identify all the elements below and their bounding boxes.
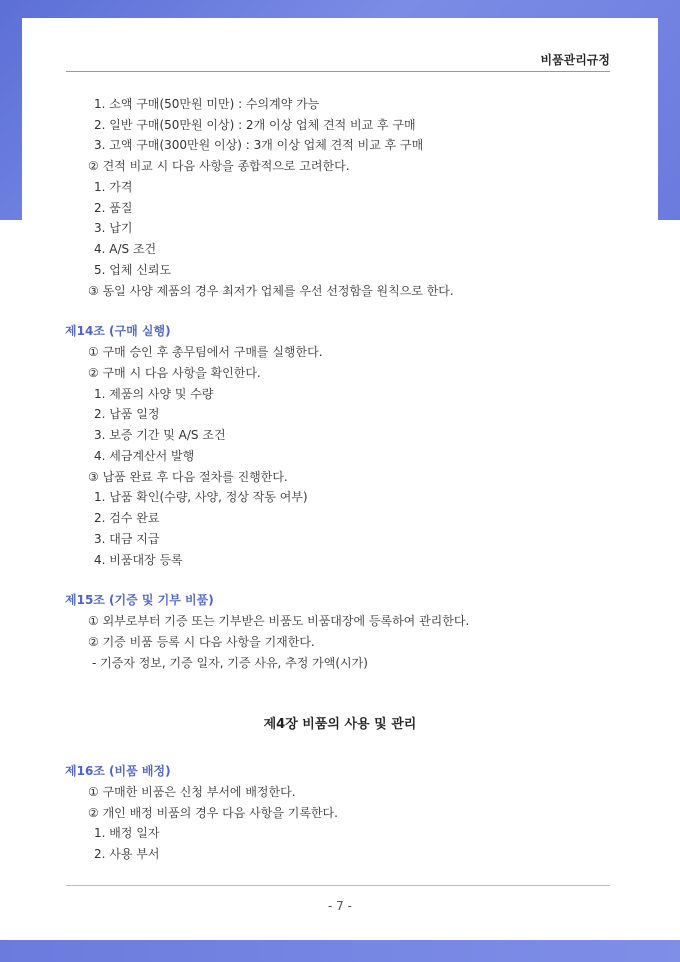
chapter-title: 제4장 비품의 사용 및 관리 [263, 717, 417, 732]
list-item: 4. 비품대장 등록 [94, 553, 183, 567]
document-page [22, 18, 658, 940]
clause-item: ② 견적 비교 시 다음 사항을 종합적으로 고려한다. [88, 159, 350, 173]
header-title: 비품관리규정 [540, 53, 610, 67]
clause-item: ① 구매 승인 후 총무팀에서 구매를 실행한다. [88, 345, 323, 359]
clause-item: ① 외부로부터 기증 또는 기부받은 비품도 비품대장에 등록하여 관리한다. [88, 614, 470, 628]
list-item: 3. 고액 구매(300만원 이상) : 3개 이상 업체 견적 비교 후 구매 [94, 138, 424, 152]
list-item: 2. 사용 부서 [94, 847, 160, 861]
article-heading: 제16조 (비품 배정) [65, 764, 171, 778]
list-item: 2. 일반 구매(50만원 이상) : 2개 이상 업체 견적 비교 후 구매 [94, 118, 416, 132]
list-item: 3. 납기 [94, 221, 133, 235]
clause-item: ① 구매한 비품은 신청 부서에 배정한다. [88, 785, 296, 799]
list-item: 5. 업체 신뢰도 [94, 263, 172, 277]
list-item: 1. 제품의 사양 및 수량 [94, 387, 214, 401]
clause-item: ② 개인 배정 비품의 경우 다음 사항을 기록한다. [88, 806, 338, 820]
list-item: 3. 보증 기간 및 A/S 조건 [94, 428, 226, 442]
list-item: 4. 세금계산서 발행 [94, 449, 195, 463]
list-item: 1. 가격 [94, 180, 133, 194]
list-item: 1. 배정 일자 [94, 826, 160, 840]
article-heading: 제15조 (기증 및 기부 비품) [65, 593, 214, 607]
list-item: 2. 검수 완료 [94, 511, 160, 525]
list-item: 3. 대금 지급 [94, 532, 160, 546]
clause-item: ③ 납품 완료 후 다음 절차를 진행한다. [88, 470, 288, 484]
list-item: 4. A/S 조건 [94, 242, 157, 256]
list-item: 2. 품질 [94, 201, 133, 215]
list-item: 2. 납품 일정 [94, 407, 160, 421]
list-item: - 기증자 정보, 기증 일자, 기증 사유, 추정 가액(시가) [92, 656, 368, 670]
background-bottom-band [0, 940, 680, 962]
clause-item: ③ 동일 사양 제품의 경우 최저가 업체를 우선 선정함을 원칙으로 한다. [88, 284, 454, 298]
list-item: 1. 납품 확인(수량, 사양, 정상 작동 여부) [94, 490, 308, 504]
clause-item: ② 구매 시 다음 사항을 확인한다. [88, 366, 261, 380]
article-heading: 제14조 (구매 실행) [65, 324, 171, 338]
list-item: 1. 소액 구매(50만원 미만) : 수의계약 가능 [94, 97, 320, 111]
clause-item: ② 기증 비품 등록 시 다음 사항을 기재한다. [88, 635, 315, 649]
footer-divider [66, 885, 610, 886]
header-divider [66, 71, 610, 72]
page-number: - 7 - [328, 899, 352, 913]
